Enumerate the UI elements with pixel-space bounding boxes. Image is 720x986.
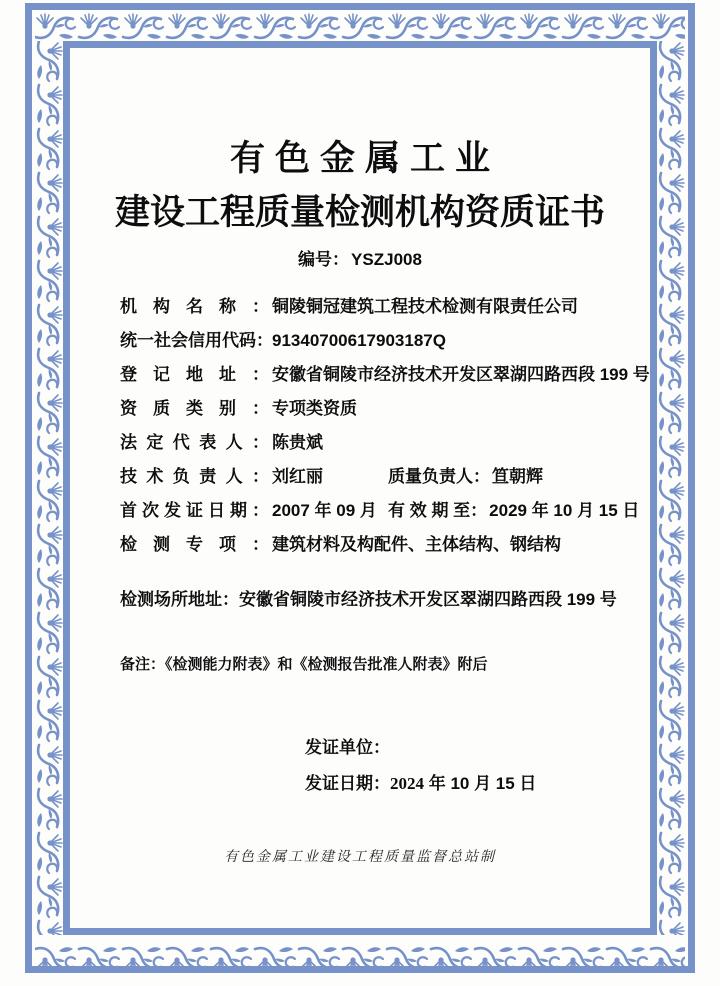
- field-value: 笪朝辉: [492, 467, 543, 486]
- field-row: [120, 528, 650, 562]
- field-row: [120, 494, 650, 528]
- field-value: 建筑材料及构配件、主体结构、钢结构: [272, 535, 561, 554]
- field-label: 首次发证日期：: [120, 501, 269, 520]
- field-pair-secondary: [388, 494, 639, 528]
- certificate-title-line2: 建设工程质量检测机构资质证书: [114, 193, 605, 232]
- field-row: [120, 426, 650, 460]
- serial-value: YSZJ008: [351, 250, 422, 269]
- site-address-line: [120, 588, 650, 612]
- field-value: 陈贵斌: [272, 433, 323, 452]
- field-value: 铜陵铜冠建筑工程技术检测有限责任公司: [272, 297, 578, 316]
- issuer-label: 发证单位：: [305, 738, 390, 757]
- field-value: 2007 年 09 月: [272, 501, 377, 520]
- field-value: 专项类资质: [272, 399, 357, 418]
- field-label: 技术负责人：: [120, 467, 269, 486]
- field-value: 2029 年 10 月 15 日: [489, 501, 640, 520]
- issuing-authority-line: 有色金属工业建设工程质量监督总站制: [224, 850, 496, 865]
- field-value: 刘红丽: [272, 467, 323, 486]
- border-ornament-right: [657, 41, 685, 935]
- field-label: 有 效 期 至：: [388, 501, 488, 520]
- field-row: [120, 358, 650, 392]
- field-label: 统一社会信用代码：: [120, 331, 273, 350]
- field-list: [120, 290, 650, 562]
- field-label: 登记地址：: [120, 365, 269, 384]
- field-row: [120, 460, 650, 494]
- field-label: 资质类别：: [120, 399, 269, 418]
- border-ornament-top: [35, 13, 685, 41]
- issue-date-year: 2024: [390, 774, 424, 793]
- field-row: [120, 392, 650, 426]
- field-label: 质量负责人：: [388, 467, 490, 486]
- issuer-line: [305, 736, 650, 760]
- field-label: 法定代表人：: [120, 433, 269, 452]
- field-pair-secondary: [388, 460, 543, 494]
- issue-date-line: [305, 772, 650, 796]
- remark-label: 备注：: [120, 656, 166, 673]
- field-value: 安徽省铜陵市经济技术开发区翠湖四路西段 199 号: [272, 365, 650, 384]
- site-address-value: 安徽省铜陵市经济技术开发区翠湖四路西段 199 号: [239, 590, 617, 609]
- serial-label: 编号：: [298, 250, 350, 269]
- serial-number-line: [70, 248, 650, 272]
- site-address-label: 检测场所地址：: [120, 590, 239, 609]
- field-value: 91340700617903187Q: [272, 331, 446, 350]
- field-row: [120, 324, 650, 358]
- field-label: 检测专项：: [120, 535, 269, 554]
- remark-text: 《检测能力附表》和《检测报告批准人附表》附后: [165, 656, 488, 673]
- issue-date-rest: 年 10 月 15 日: [424, 774, 537, 793]
- certificate-title-line1: 有色金属工业: [229, 139, 500, 178]
- field-row: [120, 290, 650, 324]
- issue-date-label: 发证日期：: [305, 774, 390, 793]
- field-label: 机构名称：: [120, 297, 269, 316]
- border-ornament-bottom: [35, 945, 685, 973]
- certificate-content: [70, 48, 650, 928]
- remark-line: [120, 654, 650, 676]
- border-ornament-left: [35, 41, 63, 935]
